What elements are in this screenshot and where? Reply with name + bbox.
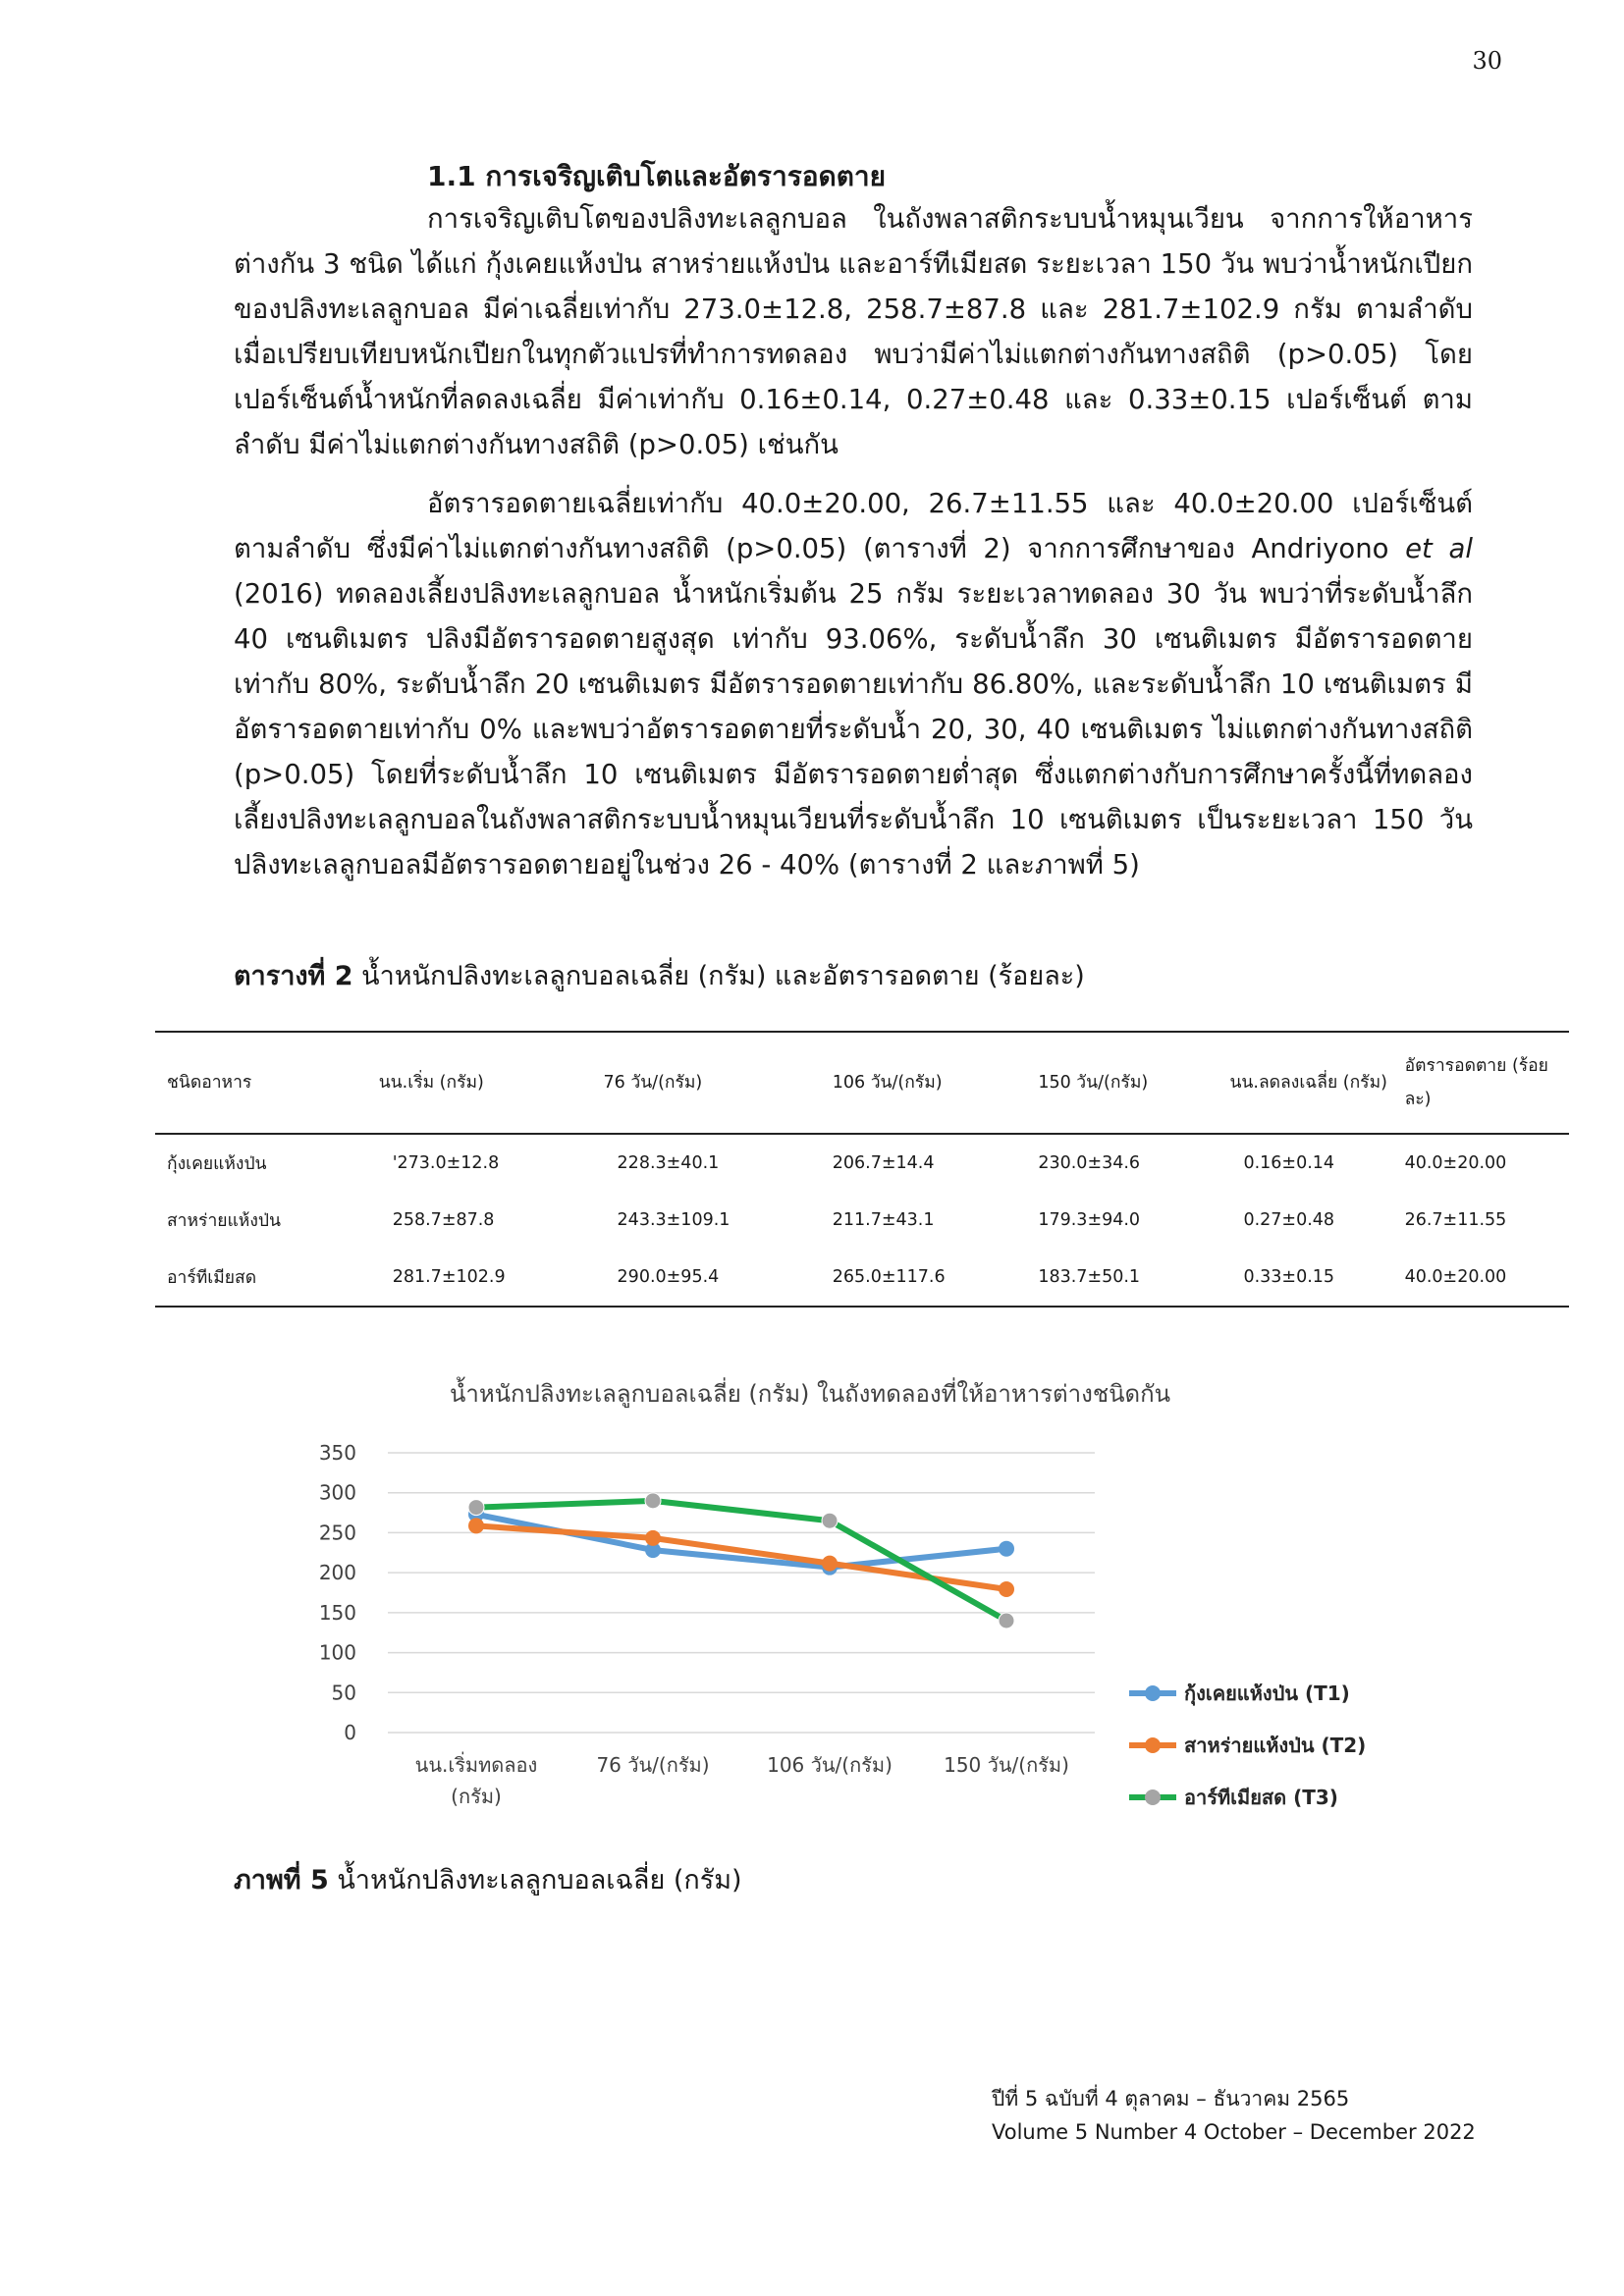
- x-tick-label: นน.เริ่มทดลอง: [414, 1753, 538, 1777]
- table-cell: 228.3±40.1: [617, 1153, 720, 1173]
- legend-label: อาร์ทีเมียสด (T3): [1184, 1786, 1338, 1809]
- table-cell: สาหร่ายแห้งป่น: [167, 1211, 281, 1231]
- x-tick-label: 106 วัน/(กรัม): [767, 1753, 893, 1777]
- paragraph-survival: [234, 481, 1473, 887]
- table-header-cell: นน.ลดลงเฉลี่ย (กรัม): [1229, 1073, 1387, 1093]
- y-tick-label: 250: [318, 1521, 356, 1545]
- paragraph-survival-italic: et al: [1405, 533, 1474, 564]
- data-point: [645, 1530, 661, 1546]
- y-tick-label: 50: [331, 1681, 356, 1705]
- table-header-row: [155, 1032, 1569, 1134]
- footer-issue-thai: ปีที่ 5 ฉบับที่ 4 ตุลาคม – ธันวาคม 2565: [992, 2087, 1350, 2110]
- table-header-cell: นน.เริ่ม (กรัม): [378, 1073, 484, 1093]
- data-point: [999, 1581, 1014, 1597]
- legend-marker: [1145, 1737, 1161, 1753]
- table-cell: 0.33±0.15: [1243, 1267, 1335, 1287]
- y-tick-label: 0: [344, 1721, 356, 1744]
- table-cell: กุ้งเคยแห้งป่น: [167, 1154, 267, 1174]
- table-cell: 243.3±109.1: [617, 1210, 731, 1230]
- data-point: [822, 1556, 838, 1572]
- weight-survival-table: [155, 1031, 1569, 1308]
- table-cell: 258.7±87.8: [392, 1210, 495, 1230]
- x-tick-label: (กรัม): [451, 1785, 502, 1808]
- table-cell: 40.0±20.00: [1404, 1153, 1507, 1173]
- table-header-cell: 76 วัน/(กรัม): [603, 1073, 703, 1093]
- table-header-cell: ชนิดอาหาร: [167, 1073, 252, 1093]
- figure-caption-label: ภาพที่ 5: [234, 1865, 329, 1896]
- table-caption: [234, 954, 1085, 996]
- table-header-cell: 106 วัน/(กรัม): [832, 1073, 943, 1093]
- y-tick-label: 350: [318, 1441, 356, 1465]
- y-tick-label: 150: [318, 1600, 356, 1625]
- data-point: [822, 1513, 838, 1528]
- weight-line-chart: [295, 1369, 1375, 1836]
- table-row: [155, 1134, 1569, 1192]
- table-cell: 0.16±0.14: [1243, 1153, 1335, 1173]
- table-header-cell: 150 วัน/(กรัม): [1038, 1073, 1149, 1093]
- table-cell: 290.0±95.4: [617, 1267, 720, 1287]
- data-point: [645, 1493, 661, 1509]
- figure-caption-text: น้ำหนักปลิงทะเลลูกบอลเฉลี่ย (กรัม): [328, 1865, 742, 1896]
- table-header-cell: อัตรารอดตาย (ร้อยละ): [1404, 1056, 1548, 1109]
- legend-marker: [1145, 1685, 1161, 1701]
- data-point: [999, 1541, 1014, 1557]
- chart-title: น้ำหนักปลิงทะเลลูกบอลเฉลี่ย (กรัม) ในถังทดลองที่ให้อาหารต่างชนิดกัน: [449, 1380, 1171, 1408]
- legend-label: สาหร่ายแห้งป่น (T2): [1184, 1734, 1367, 1757]
- data-point: [999, 1613, 1014, 1629]
- paragraph-growth: การเจริญเติบโตของปลิงทะเลลูกบอล ในถังพลาสติกระบบน้ำหมุนเวียน จากการให้อาหารต่างกัน 3 ชนิด ได้แก่ กุ้งเคยแห้งป่น สาหร่ายแห้งป่น และอาร์ทีเมียสด ระยะเวลา 150 วัน พบว่าน้ำหนักเปียกของปลิงทะเลลูกบอล มีค่าเฉลี่ยเท่ากับ 273.0±12.8, 258.7±87.8 และ 281.7±102.9 กรัม ตามลำดับ เมื่อเปรียบเทียบหนักเปียกในทุกตัวแปรที่ทำการทดลอง พบว่ามีค่าไม่แตกต่างกันทางสถิติ (p>0.05) โดยเปอร์เซ็นต์น้ำหนักที่ลดลงเฉลี่ย มีค่าเท่ากับ 0.16±0.14, 0.27±0.48 และ 0.33±0.15 เปอร์เซ็นต์ ตามลำดับ มีค่าไม่แตกต่างกันทางสถิติ (p>0.05) เช่นกัน: [234, 203, 1473, 460]
- table-cell: 40.0±20.00: [1404, 1267, 1507, 1287]
- figure-caption: [234, 1858, 742, 1900]
- y-tick-label: 200: [318, 1561, 356, 1585]
- data-point: [468, 1500, 484, 1516]
- y-tick-label: 100: [318, 1640, 356, 1665]
- table-row: [155, 1249, 1569, 1307]
- legend-marker: [1145, 1789, 1161, 1805]
- table-cell: 206.7±14.4: [832, 1153, 935, 1173]
- table-row: [155, 1192, 1569, 1249]
- table-cell: 281.7±102.9: [392, 1267, 506, 1287]
- y-tick-label: 300: [318, 1480, 356, 1505]
- page-number: 30: [1472, 47, 1502, 75]
- table-cell: 230.0±34.6: [1038, 1153, 1141, 1173]
- table-cell: 26.7±11.55: [1404, 1210, 1507, 1230]
- x-tick-label: 150 วัน/(กรัม): [944, 1753, 1069, 1777]
- section-heading: 1.1 การเจริญเติบโตและอัตรารอดตาย: [427, 160, 887, 192]
- table-caption-text: น้ำหนักปลิงทะเลลูกบอลเฉลี่ย (กรัม) และอัตรารอดตาย (ร้อยละ): [352, 961, 1085, 991]
- paragraph-survival-text-1: อัตรารอดตายเฉลี่ยเท่ากับ 40.0±20.00, 26.7±11.55 และ 40.0±20.00 เปอร์เซ็นต์ ตามลำดับ ซึ่งมีค่าไม่แตกต่างกันทางสถิติ (p>0.05) (ตารางที่ 2) จากการศึกษาของ Andriyono: [234, 488, 1473, 564]
- paragraph-survival-text-2: (2016) ทดลองเลี้ยงปลิงทะเลลูกบอล น้ำหนักเริ่มต้น 25 กรัม ระยะเวลาทดลอง 30 วัน พบว่าที่ระดับน้ำลึก 40 เซนติเมตร ปลิงมีอัตรารอดตายสูงสุด เท่ากับ 93.06%, ระดับน้ำลึก 30 เซนติเมตร มีอัตรารอดตายเท่ากับ 80%, ระดับน้ำลึก 20 เซนติเมตร มีอัตรารอดตายเท่ากับ 86.80%, และระดับน้ำลึก 10 เซนติเมตร มีอัตรารอดตายเท่ากับ 0% และพบว่าอัตรารอดตายที่ระดับน้ำ 20, 30, 40 เซนติเมตร ไม่แตกต่างกันทางสถิติ (p>0.05) โดยที่ระดับน้ำลึก 10 เซนติเมตร มีอัตรารอดตายต่ำสุด ซึ่งแตกต่างกับการศึกษาครั้งนี้ที่ทดลองเลี้ยงปลิงทะเลลูกบอลในถังพลาสติกระบบน้ำหมุนเวียนที่ระดับน้ำลึก 10 เซนติเมตร เป็นระยะเวลา 150 วัน ปลิงทะเลลูกบอลมีอัตรารอดตายอยู่ในช่วง 26 - 40% (ตารางที่ 2 และภาพที่ 5): [234, 578, 1473, 881]
- table-cell: 183.7±50.1: [1038, 1267, 1141, 1287]
- table-cell: 265.0±117.6: [832, 1267, 946, 1287]
- table-cell: อาร์ทีเมียสด: [167, 1268, 257, 1288]
- series-line-1: [476, 1515, 1006, 1568]
- table-caption-label: ตารางที่ 2: [234, 961, 353, 991]
- table-cell: 179.3±94.0: [1038, 1210, 1141, 1230]
- data-point: [468, 1518, 484, 1533]
- footer-issue-english: Volume 5 Number 4 October – December 2022: [992, 2120, 1476, 2144]
- table-cell: 0.27±0.48: [1243, 1210, 1335, 1230]
- legend-label: กุ้งเคยแห้งป่น (T1): [1184, 1682, 1350, 1705]
- table-cell: 211.7±43.1: [832, 1210, 935, 1230]
- table-cell: '273.0±12.8: [392, 1153, 500, 1173]
- x-tick-label: 76 วัน/(กรัม): [596, 1753, 710, 1777]
